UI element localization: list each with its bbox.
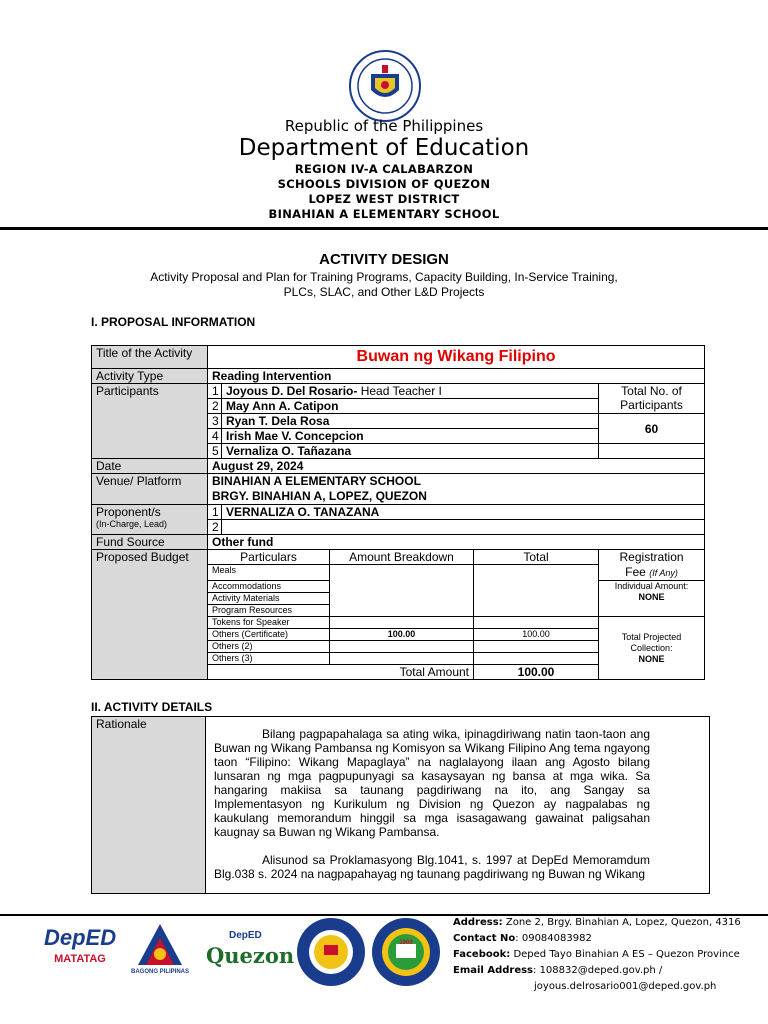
budget-breakdown: 100.00 bbox=[330, 629, 474, 641]
participant-role: Head Teacher I bbox=[357, 384, 442, 398]
country-name: Republic of the Philippines bbox=[284, 117, 484, 135]
quezon-deped-text: DepED bbox=[229, 930, 262, 941]
bagong-pilipinas-label: BAGONG PILIPINAS bbox=[130, 969, 189, 975]
total-participants-value: 60 bbox=[599, 414, 705, 444]
participant-name: Ryan T. Dela Rosa bbox=[222, 414, 599, 429]
subtitle-line: Activity Proposal and Plan for Training Programs, Capacity Building, In-Service Training, bbox=[150, 270, 618, 284]
bagong-pilipinas-logo bbox=[133, 921, 187, 969]
footer-email bbox=[453, 963, 741, 979]
binahian-school-seal bbox=[371, 917, 441, 987]
total-participants-label bbox=[599, 384, 705, 414]
particulars-header: Particulars bbox=[208, 550, 330, 565]
document-subtitle bbox=[60, 270, 708, 300]
proponent-name: VERNALIZA O. TANAZANA bbox=[222, 505, 705, 520]
participant-name: Irish Mae V. Concepcion bbox=[222, 429, 599, 444]
activity-date: August 29, 2024 bbox=[208, 459, 705, 474]
budget-item: Others (2) bbox=[208, 641, 330, 653]
breakdown-header: Amount Breakdown bbox=[330, 550, 474, 565]
email-label: Email Address bbox=[453, 965, 534, 976]
empty-cell bbox=[599, 444, 705, 459]
proponent-number: 1 bbox=[208, 505, 222, 520]
budget-breakdown bbox=[330, 653, 474, 665]
venue-line: BINAHIAN A ELEMENTARY SCHOOL bbox=[212, 474, 421, 488]
participant-number: 3 bbox=[208, 414, 222, 429]
rationale-label: Rationale bbox=[92, 717, 206, 893]
budget-breakdown bbox=[330, 617, 474, 629]
individual-value: NONE bbox=[638, 592, 665, 602]
footer-address bbox=[453, 915, 741, 931]
total-label-line: Participants bbox=[620, 398, 683, 412]
projected-label: Collection: bbox=[630, 642, 673, 653]
department-name: Department of Education bbox=[238, 135, 530, 161]
budget-total bbox=[474, 565, 599, 617]
participant-name: Vernaliza O. Tañazana bbox=[222, 444, 599, 459]
proponent-name bbox=[222, 520, 705, 535]
division-line: SCHOOLS DIVISION OF QUEZON bbox=[277, 177, 491, 191]
date-label: Date bbox=[92, 459, 208, 474]
proponent-sub: (In-Charge, Lead) bbox=[96, 519, 168, 529]
matatag-wordmark: MATATAG bbox=[54, 953, 106, 965]
participant-row bbox=[222, 384, 599, 399]
budget-item: Activity Materials bbox=[208, 593, 330, 605]
budget-item: Program Resources bbox=[208, 605, 330, 617]
participant-number: 1 bbox=[208, 384, 222, 399]
school-line: BINAHIAN A ELEMENTARY SCHOOL bbox=[268, 207, 500, 221]
school-seal-year: 1909 bbox=[399, 940, 413, 946]
quezon-wordmark: Quezon bbox=[206, 943, 295, 968]
individual-label: Individual Amount: bbox=[614, 581, 689, 591]
budget-total bbox=[474, 617, 599, 629]
section-heading-details: II. ACTIVITY DETAILS bbox=[91, 700, 213, 714]
venue-line: BRGY. BINAHIAN A, LOPEZ, QUEZON bbox=[212, 489, 427, 503]
rationale-paragraph: Bilang pagpapahalaga sa ating wika, ipinagdiriwang natin taon-taon ang Buwan ng Wikang Pambansa ng Komisyon sa Wikang Filipino Ang tema ngayong taon “Filipino: Wikang Mapaglaya” na naglalayong ilaan ang Agosto bilang lunsaran ng mga pagpupunyagi sa kasaysayan ng bansa at mga wika. Sa hangaring makiisa sa taunang pagdiriwang na ito, ang Sangay sa Implementasyon ng Kurikulum ng Division ng Quezon ay nagpalabas ng kaukulang memorandum hinggil sa mga isasagawang gawainat paligsahan kaugnay sa Buwan ng Wikang Pambansa. bbox=[214, 727, 650, 839]
projected-value: NONE bbox=[638, 653, 665, 664]
venue-value bbox=[208, 474, 705, 505]
document-title: ACTIVITY DESIGN bbox=[319, 251, 449, 268]
budget-total bbox=[474, 641, 599, 653]
budget-item: Tokens for Speaker bbox=[208, 617, 330, 629]
proponent-label-text: Proponent/s bbox=[96, 505, 161, 519]
footer-contact-no bbox=[453, 931, 741, 947]
participant-number: 4 bbox=[208, 429, 222, 444]
budget-total bbox=[474, 653, 599, 665]
deped-seal-logo bbox=[349, 50, 421, 122]
participant-name: Joyous D. Del Rosario- bbox=[226, 384, 358, 398]
budget-label: Proposed Budget bbox=[92, 550, 208, 680]
reg-line: Registration bbox=[619, 550, 684, 564]
budget-item: Accommodations bbox=[208, 581, 330, 593]
district-line: LOPEZ WEST DISTRICT bbox=[308, 192, 460, 206]
activity-title: Buwan ng Wikang Filipino bbox=[208, 346, 705, 369]
total-amount-value: 100.00 bbox=[474, 665, 599, 680]
email-value: : 108832@deped.gov.ph / bbox=[533, 965, 663, 976]
proponent-label bbox=[92, 505, 208, 535]
total-amount-label: Total Amount bbox=[208, 665, 474, 680]
registration-fee-header bbox=[599, 550, 705, 581]
venue-label: Venue/ Platform bbox=[92, 474, 208, 505]
region-line: REGION IV-A CALABARZON bbox=[294, 162, 474, 176]
budget-breakdown bbox=[330, 565, 474, 617]
total-label-line: Total No. of bbox=[621, 384, 682, 398]
projected-collection bbox=[599, 617, 705, 680]
address-value: Zone 2, Brgy. Binahian A, Lopez, Quezon, 4316 bbox=[502, 917, 741, 928]
reg-note: (If Any) bbox=[649, 568, 678, 578]
projected-label: Total Projected bbox=[621, 631, 682, 642]
fund-source: Other fund bbox=[208, 535, 705, 550]
facebook-value: Deped Tayo Binahian A ES – Quezon Province bbox=[510, 949, 740, 960]
rationale-text bbox=[214, 727, 650, 881]
fund-label: Fund Source bbox=[92, 535, 208, 550]
deped-wordmark: DepED bbox=[44, 925, 117, 950]
budget-item: Meals bbox=[208, 565, 330, 581]
subtitle-line: PLCs, SLAC, and Other L&D Projects bbox=[283, 285, 485, 299]
footer-email-2: joyous.delrosario001@deped.gov.ph bbox=[534, 981, 717, 992]
participant-name: May Ann A. Catipon bbox=[222, 399, 599, 414]
activity-type: Reading Intervention bbox=[208, 369, 705, 384]
title-label: Title of the Activity bbox=[92, 346, 208, 369]
budget-item: Others (3) bbox=[208, 653, 330, 665]
lopez-west-district-seal bbox=[296, 917, 366, 987]
rationale-paragraph: Alisunod sa Proklamasyong Blg.1041, s. 1997 at DepEd Memoramdum Blg.038 s. 2024 na nagpapahayag ng taunang pagdiriwang ng Buwan ng Wikang bbox=[214, 853, 650, 881]
contact-label: Contact No bbox=[453, 933, 516, 944]
deped-quezon-logo bbox=[202, 928, 295, 978]
budget-total: 100.00 bbox=[474, 629, 599, 641]
footer-contact bbox=[453, 915, 741, 995]
participant-number: 2 bbox=[208, 399, 222, 414]
budget-item: Others (Certificate) bbox=[208, 629, 330, 641]
header-divider bbox=[0, 227, 768, 230]
type-label: Activity Type bbox=[92, 369, 208, 384]
individual-amount bbox=[599, 581, 705, 617]
footer-facebook bbox=[453, 947, 741, 963]
deped-matatag-logo bbox=[44, 925, 116, 983]
proponent-number: 2 bbox=[208, 520, 222, 535]
contact-value: : 09084083982 bbox=[515, 933, 592, 944]
section-heading-proposal: I. PROPOSAL INFORMATION bbox=[91, 315, 256, 329]
budget-breakdown bbox=[330, 641, 474, 653]
participants-label: Participants bbox=[92, 384, 208, 459]
rationale-box bbox=[91, 716, 710, 894]
proposal-table bbox=[91, 345, 705, 680]
reg-line: Fee bbox=[625, 565, 646, 579]
address-label: Address: bbox=[453, 917, 503, 928]
participant-number: 5 bbox=[208, 444, 222, 459]
facebook-label: Facebook: bbox=[453, 949, 511, 960]
total-header: Total bbox=[474, 550, 599, 565]
